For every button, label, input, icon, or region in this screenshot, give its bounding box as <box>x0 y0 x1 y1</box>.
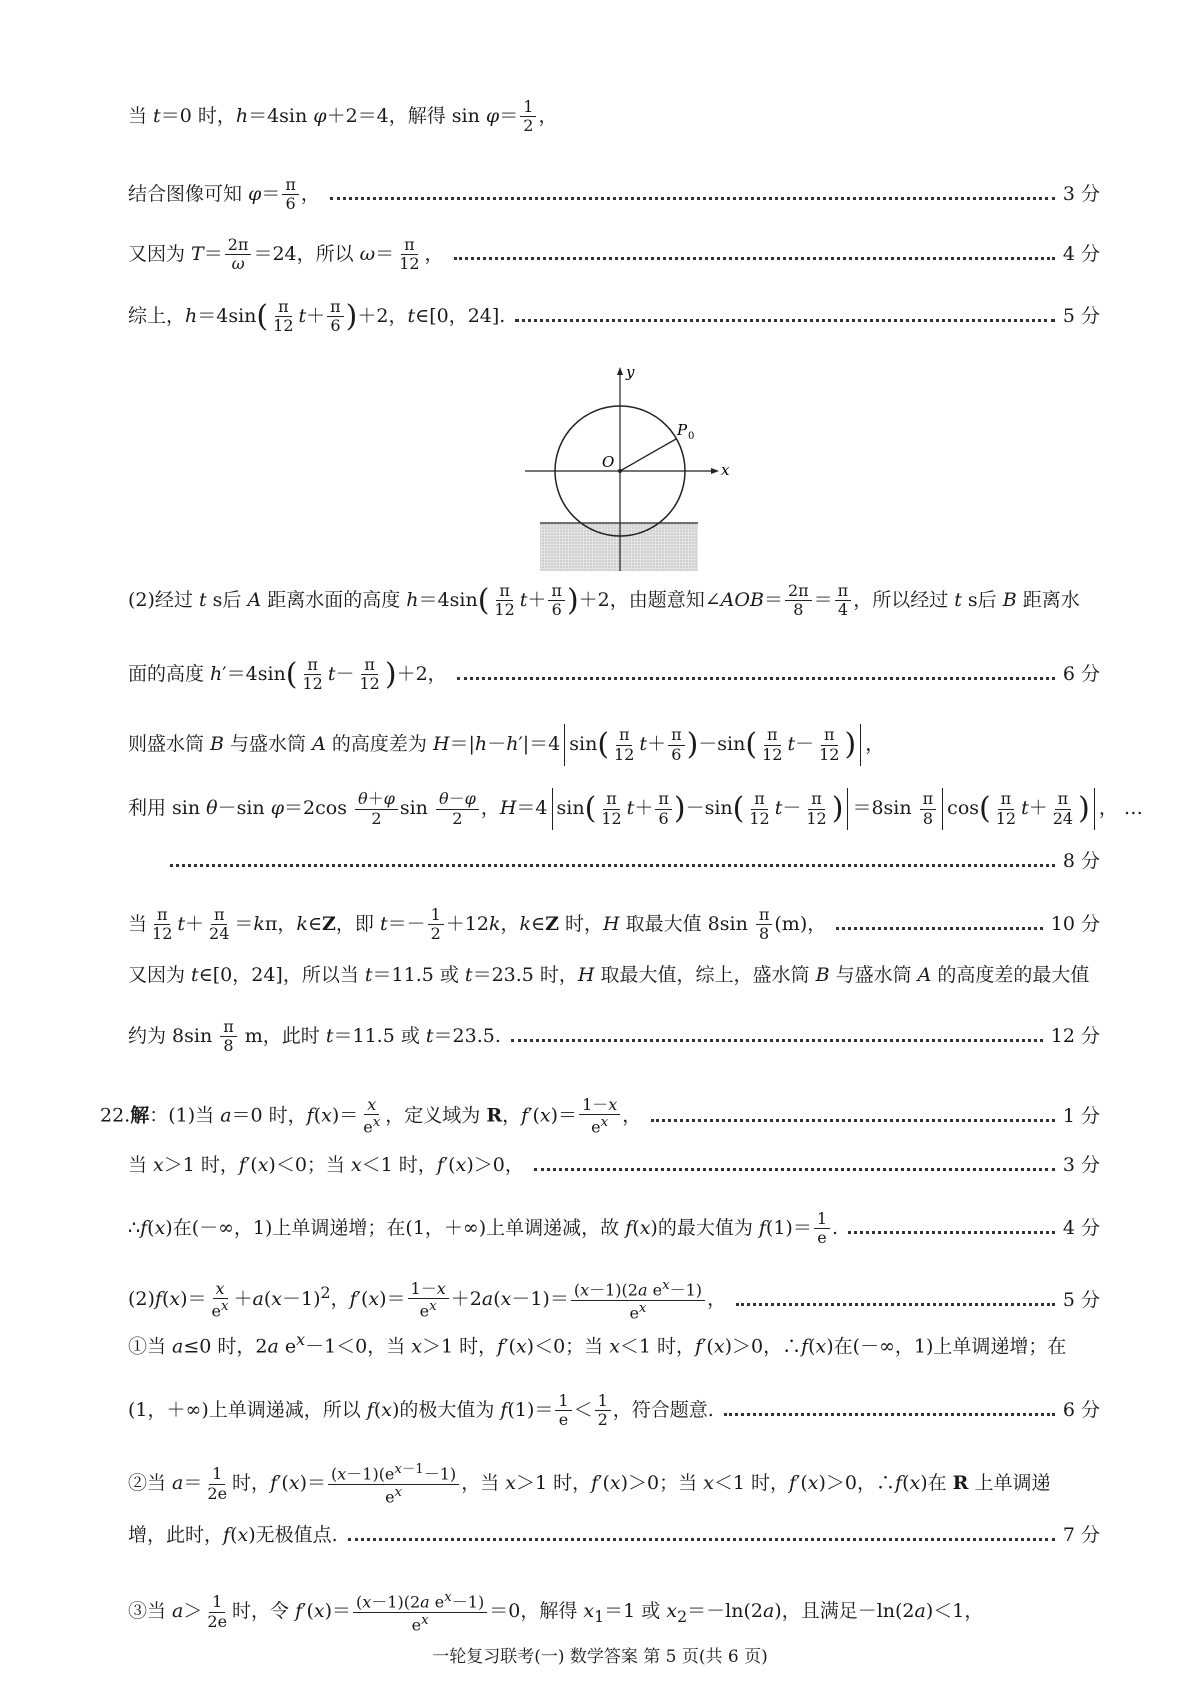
score-label: 3 分 <box>1062 183 1100 206</box>
score-label: 6 分 <box>1062 1399 1100 1422</box>
score-label: 3 分 <box>1062 1154 1100 1176</box>
score-label: 1 分 <box>1062 1105 1100 1128</box>
solution-line-18: (1，＋∞)上单调递减，所以 f(x)的极大值为 f(1)＝ $\frac{1}{e}$ ＜ $\frac{1}{2}$ ，符合题意. 6 分 <box>128 1391 1100 1430</box>
dotted-leader <box>348 1538 1055 1541</box>
dotted-leader <box>836 927 1043 930</box>
solution-line-11: 又因为 t∈[0，24]，所以当 t＝11.5 或 t＝23.5 时，H 取最大值，综上，盛水筒 B 与盛水筒 A 的高度差的最大值 <box>128 964 1090 986</box>
dotted-leader <box>330 197 1055 200</box>
label-x: x <box>721 461 730 479</box>
solution-line-3: 又因为 T＝ $\frac{2\pi}{\omega}$ ＝24，所以 ω＝ $\frac{\pi}{12}$ ， 4 分 <box>128 235 1100 274</box>
score-label: 8 分 <box>1062 850 1100 872</box>
score-label: 10 分 <box>1050 913 1100 936</box>
solution-line-14: 当 x＞1 时，f′(x)＜0；当 x＜1 时，f′(x)＞0， 3 分 <box>128 1154 1100 1176</box>
score-label: 4 分 <box>1062 243 1100 266</box>
label-o: O <box>602 453 615 471</box>
solution-line-15: ∴f(x)在(－∞，1)上单调递增；在(1，＋∞)上单调递减，故 f(x)的最大值为 f(1)＝ $\frac{1}{e}$ . 4 分 <box>128 1209 1100 1248</box>
label-p0-sub: 0 <box>688 431 695 442</box>
solution-line-19: ②当 a＝ $\frac{1}{2e}$ 时，f′(x)＝ $\frac{(x-1)(e^{x-1}-1)}{e^x}$ ，当 x＞1 时，f′(x)＞0；当 x＜1 时，f′(x)＞0，∴f(x)在 R 上单调递 <box>128 1462 1051 1507</box>
dotted-leader <box>511 1039 1043 1042</box>
solution-line-8: 利用 sin θ－sin φ＝2cos $\frac{\theta+\varphi}{2}$ sin $\frac{\theta-\varphi}{2}$ ，H＝4 sin( $\frac{\pi}{12}$ t＋ $\frac{\pi}{6}$ )－sin( $\frac{\pi}{12}$ t－ $\frac{\pi}{12}$ ) ＝8sin $\frac{\pi}{8}$ cos( $\frac{\pi}{12}$ t＋ $\frac{\pi}{24}$ ) ， … <box>128 788 1100 830</box>
score-label: 7 分 <box>1062 1524 1100 1546</box>
score-label: 12 分 <box>1050 1025 1100 1048</box>
dotted-leader <box>534 1168 1055 1171</box>
solution-line-1: 当 t＝0 时，h＝4sin φ＋2＝4，解得 sin φ＝ $\frac{1}{2}$ ， <box>128 97 558 136</box>
page-footer: 一轮复习联考(一) 数学答案 第 5 页(共 6 页) <box>432 1647 768 1667</box>
dotted-leader <box>457 677 1055 680</box>
score-label: 4 分 <box>1062 1217 1100 1240</box>
score-label: 5 分 <box>1062 305 1100 328</box>
score-label: 5 分 <box>1062 1288 1100 1311</box>
dotted-leader <box>454 257 1055 260</box>
solution-line-5: (2)经过 t s后 A 距离水面的高度 h＝4sin( $\frac{\pi}{12}$ t＋ $\frac{\pi}{6}$ )＋2，由题意知∠AOB＝ $\frac{2\pi}{8}$ ＝ $\frac{\pi}{4}$ ，所以经过 t s后 B 距离水 <box>128 581 1080 620</box>
solution-line-16: (2)f(x)＝ $\frac{x}{e^x}$ $+a(x-1)^2$，f′(x)＝ $\frac{1-x}{e^x}$ ＋2a(x－1)＝ $\frac{(x-1)(2a e^x-1)}{e^x}$ ， 5 分 <box>128 1278 1100 1323</box>
score-label: 6 分 <box>1062 663 1100 686</box>
radius-op0 <box>620 439 676 471</box>
label-y: y <box>626 365 635 381</box>
solution-line-12: 约为 8sin $\frac{\pi}{8}$ m，此时 t＝11.5 或 t＝23.5. 12 分 <box>128 1017 1100 1056</box>
solution-line-6: 面的高度 h′＝4sin( $\frac{\pi}{12}$ t－ $\frac{\pi}{12}$ )＋2， 6 分 <box>128 655 1100 694</box>
dotted-leader <box>515 319 1055 322</box>
water-region <box>540 523 698 571</box>
solution-line-7: 则盛水筒 B 与盛水筒 A 的高度差为 H＝|h－h′|＝4 sin( $\frac{\pi}{12}$ t＋ $\frac{\pi}{6}$ )－sin( $\frac{\pi}{12}$ t－ $\frac{\pi}{12}$ ) ， <box>128 724 1100 766</box>
dotted-leader <box>651 1119 1055 1122</box>
solution-line-20: 增，此时，f(x)无极值点. 7 分 <box>128 1524 1100 1546</box>
solution-line-4: 综上，h＝4sin( $\frac{\pi}{12}$ t＋ $\frac{\pi}{6}$ )＋2，t∈[0，24]. 5 分 <box>128 297 1100 336</box>
circle-diagram <box>515 365 745 575</box>
solution-line-9 <box>170 852 1100 871</box>
solution-line-21: ③当 a＞ $\frac{1}{2e}$ 时，令 f′(x)＝ $\frac{(x-1)(2a e^x-1)}{e^x}$ ＝0，解得 $x_1=1$ 或 $x_2=-\ln(2a)$，且满足－ln(2a)＜1， <box>128 1590 984 1635</box>
solution-line-2: 结合图像可知 φ＝ $\frac{\pi}{6}$ ， 3 分 <box>128 175 1100 214</box>
dotted-leader <box>848 1231 1055 1234</box>
solution-line-10: 当 $\frac{\pi}{12}$ t＋ $\frac{\pi}{24}$ ＝kπ，k∈Z，即 t＝－ $\frac{1}{2}$ ＋12k，k∈Z 时，H 取最大值 8sin $\frac{\pi}{8}$ (m)， 10 分 <box>128 905 1100 944</box>
solution-line-13: 22.解：(1)当 a＝0 时，f(x)＝ $\frac{x}{e^x}$ ，定义域为 R，f′(x)＝ $\frac{1-x}{e^x}$ ， 1 分 <box>100 1095 1100 1137</box>
dotted-leader <box>170 864 1055 867</box>
dotted-leader <box>724 1413 1055 1416</box>
solution-line-17: ①当 a≤0 时，2a $e^x-1<0$，当 x＞1 时，f′(x)＜0；当 x＜1 时，f′(x)＞0，∴f(x)在(－∞，1)上单调递增；在 <box>128 1330 1067 1358</box>
dotted-leader <box>736 1303 1055 1306</box>
label-p0: P <box>677 421 688 439</box>
